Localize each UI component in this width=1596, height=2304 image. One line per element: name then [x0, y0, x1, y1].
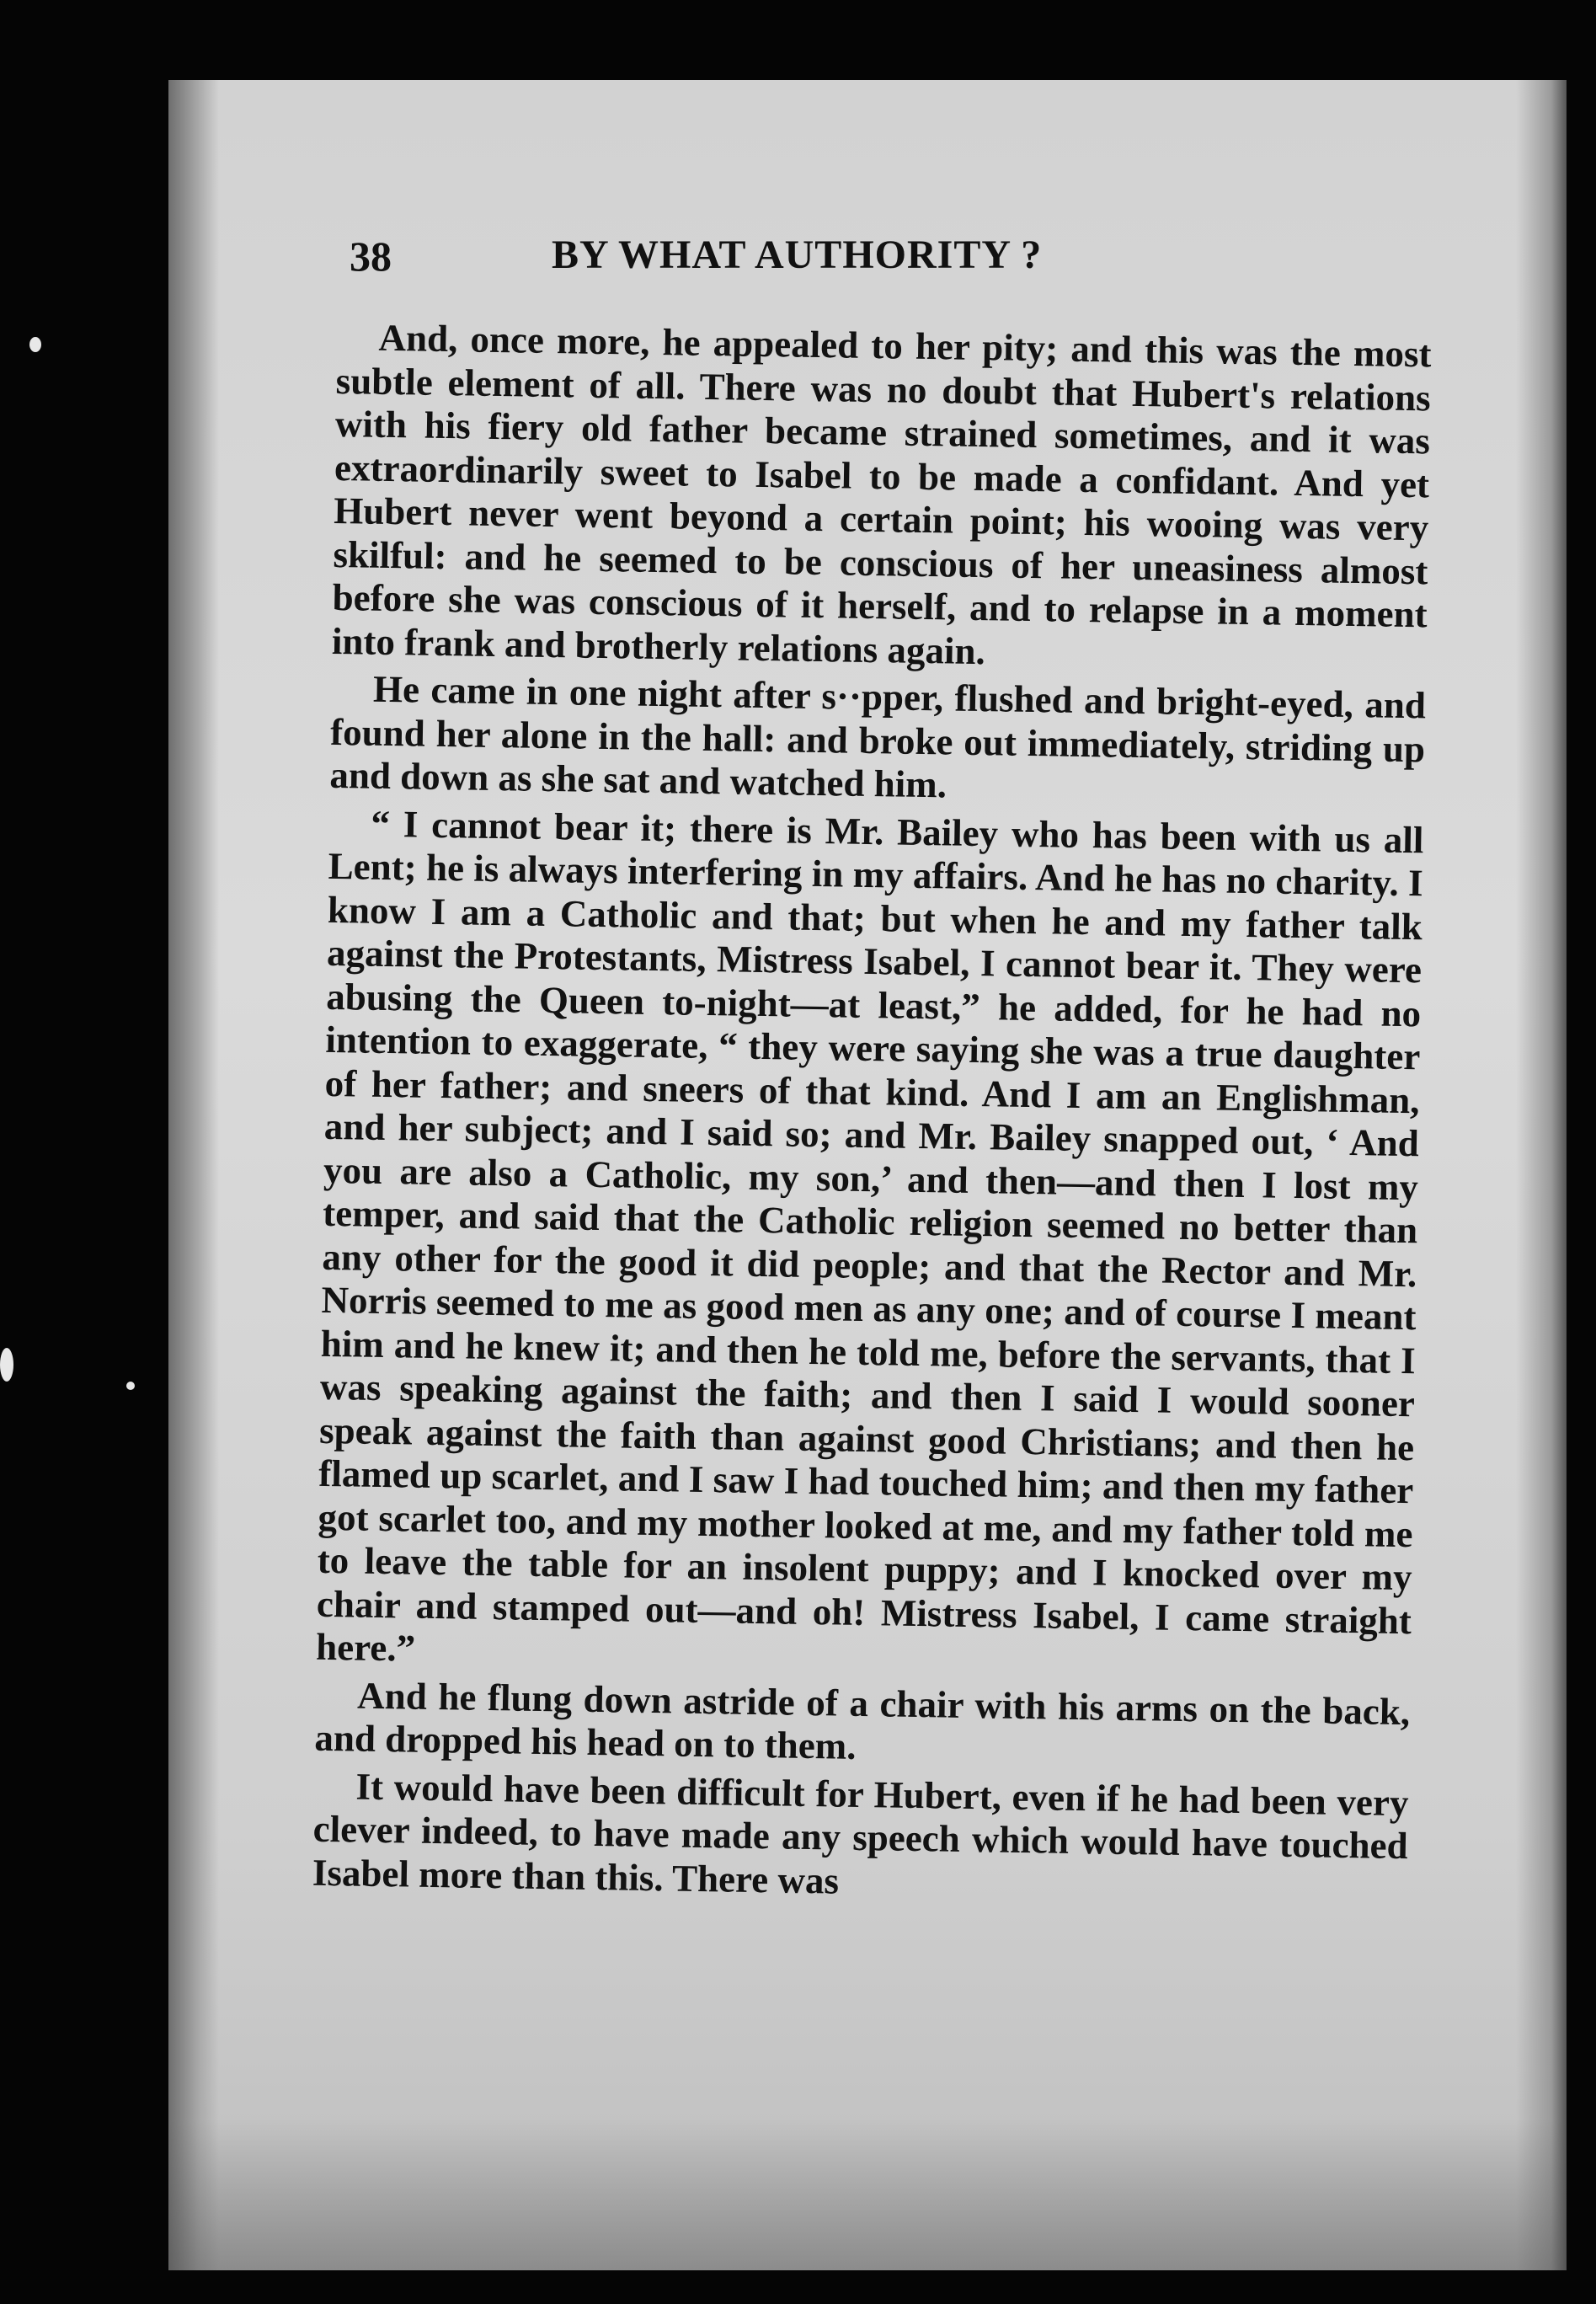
paragraph: And, once more, he appealed to her pity; and this was the most subtle element of all. There was no doubt that Hubert's relations with his fiery old father became strained sometimes, and it was extraordinarily sweet to Isabel to be made a confidant. And yet Hubert never went beyond a certain point; his wooing was very skilful: and he seemed to be conscious of her uneasiness almost before she was conscious of it herself, and to relapse in a moment into frank and brotherly relations again.	[331, 316, 1432, 672]
page-number: 38	[350, 233, 392, 280]
paragraph: “ I cannot bear it; there is Mr. Bailey who has been with us all Lent; he is always interfering in my affairs. And he has no charity. I know I am a Catholic and that; but when he and my father talk against the Protestants, Mistress Isabel, I cannot bear it. They were abusing the Queen to-night—at least,” he added, for he had no intention to exaggerate, “ they were saying she was a true daughter of her father; and sneers of that kind. And I am an Englishman, and her subject; and I said so; and Mr. Bailey snapped out, ‘ And you are also a Catholic, my son,’ and then—and then I lost my temper, and said that the Catholic religion seemed no better than any other for the good it did people; and that the Rector and Mr. Norris seemed to me as good men as any one; and of course I meant him and he knew it; and then he told me, before the servants, that I was speaking against the faith; and then I said I would sooner speak against the faith than against good Christians; and then he flamed up scarlet, and I saw I had touched him; and then my father got scarlet too, and my mother looked at me, and my father told me to leave the table for an insolent puppy; and I knocked over my chair and stamped out—and oh! Mistress Isabel, I came straight here.”	[315, 802, 1424, 1670]
body-text	[312, 316, 1431, 1916]
paragraph: It would have been difficult for Hubert, even if he had been very clever indeed, to have made any speech which would have touched Isabel more than this. There was	[312, 1765, 1409, 1902]
paragraph: He came in one night after s··pper, flushed and bright-eyed, and found her alone in the hall: and broke out immediately, striding up and down as she sat and watched him.	[329, 667, 1427, 806]
page-edge-shadow	[1516, 80, 1567, 2270]
scan-speck	[29, 337, 41, 352]
book-page	[168, 80, 1567, 2270]
running-title: BY WHAT AUTHORITY ?	[552, 233, 1043, 277]
page-header	[350, 232, 1310, 299]
scan-speck	[0, 1348, 13, 1382]
scan-speck	[126, 1382, 135, 1390]
paragraph: And he flung down astride of a chair with his arms on the back, and dropped his head on to them.	[314, 1674, 1411, 1767]
